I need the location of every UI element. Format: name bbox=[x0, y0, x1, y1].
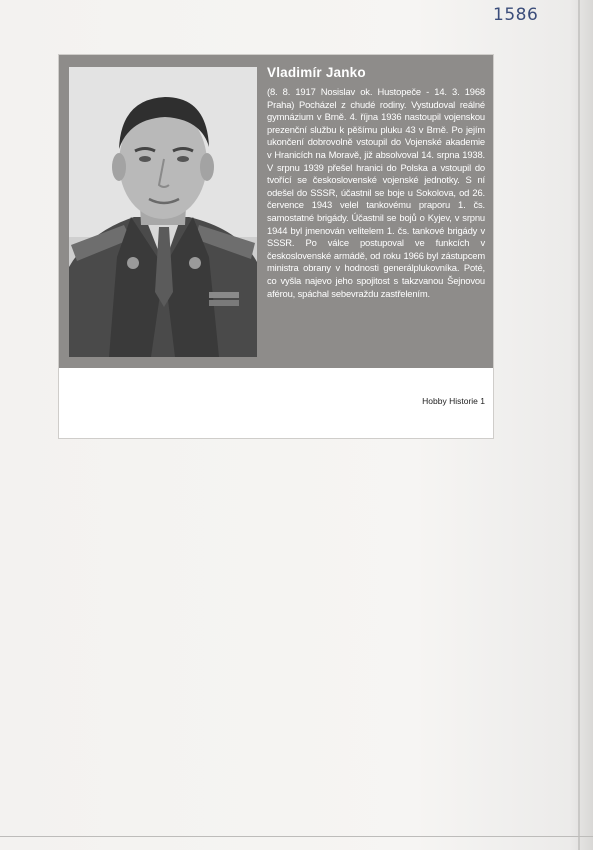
page-edge bbox=[578, 0, 580, 850]
bio-text-block bbox=[263, 63, 485, 300]
portrait-photo bbox=[69, 67, 257, 357]
person-name: Vladimír Janko bbox=[267, 65, 366, 80]
handwritten-page-number: 1586 bbox=[493, 5, 539, 25]
photo-credit: Hobby Historie 1 bbox=[422, 396, 485, 406]
bottom-edge bbox=[0, 836, 593, 837]
biography-text: (8. 8. 1917 Nosislav ok. Hustopeče - 14. 3. 1968 Praha) Pocházel z chudé rodiny. Vystudoval reálné gymnázium v Brně. 4. října 1936 nastoupil vojenskou prezenční službu k pěšímu pluku 43 v Brně. Po jejím ukončení dobrovolně vstoupil do Vojenské akademie v Hranicích na Moravě, již absolvoval 14. srpna 1938. V srpnu 1939 přešel hranici do Polska a vstoupil do tvořící se československé vojenské jednotky. S ní odešel do SSSR, účastnil se boje u Sokolova, od 26. července 1943 velel tankovému praporu 1. čs. samostatné brigády. Účastnil se bojů o Kyjev, v srpnu 1944 byl jmenován velitelem 1. čs. tankové brigády v SSSR. Po válce postupoval ve funkcích v československé armádě, od roku 1966 byl zástupcem ministra obrany v hodnosti generálplukovníka. Poté, co vyšla najevo jeho spojitost s takzvanou Šejnovou aférou, spáchal sebevraždu zastřelením. bbox=[267, 86, 485, 299]
profile-card bbox=[58, 54, 494, 439]
profile-panel bbox=[59, 55, 493, 368]
